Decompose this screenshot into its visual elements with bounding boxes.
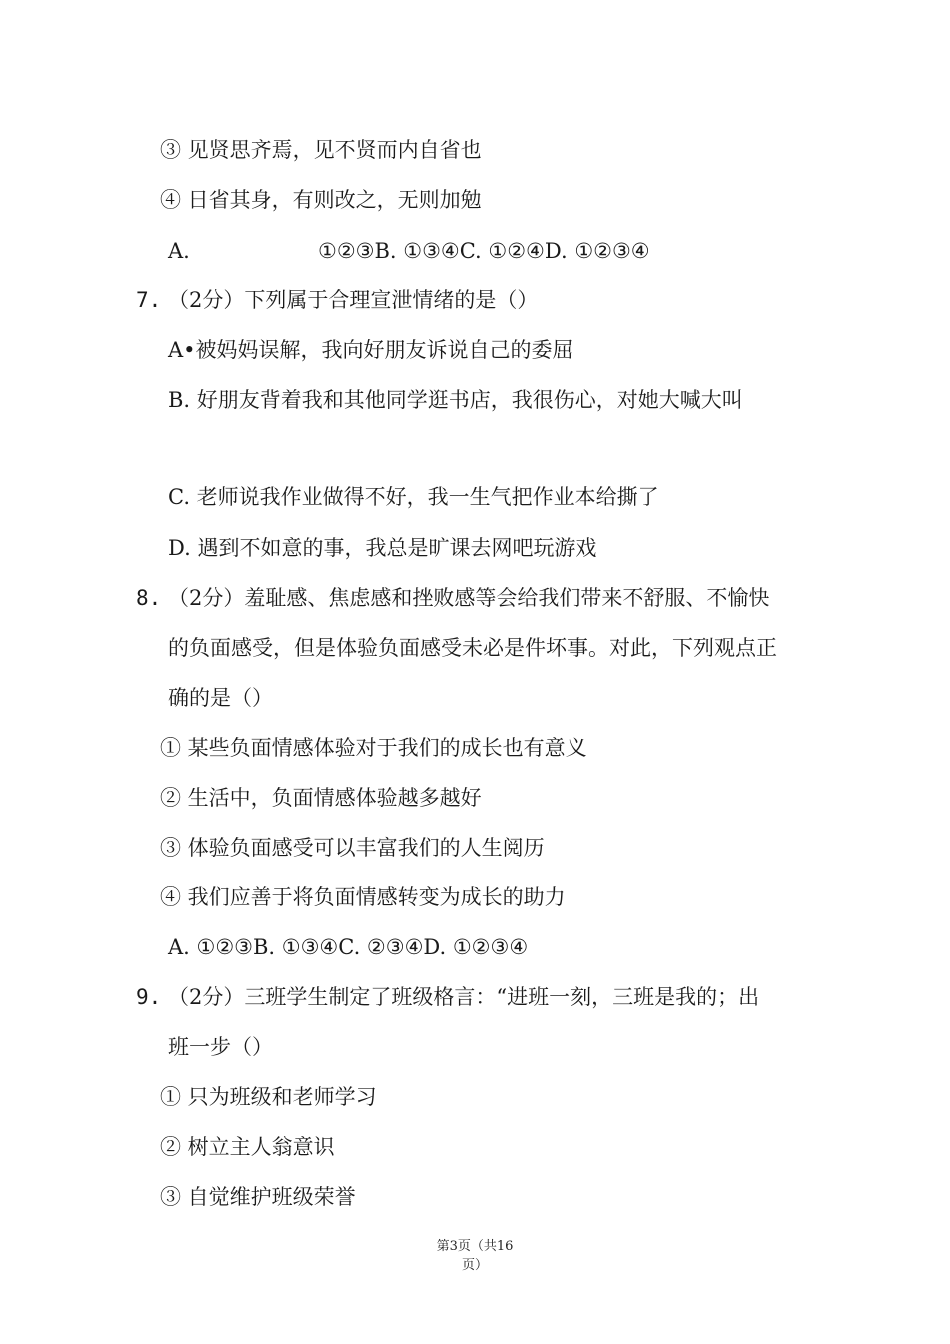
q8-stem-line-1 [136, 583, 769, 613]
q9-item-1: ① 只为班级和老师学习 [160, 1085, 377, 1109]
q7-option-a: A•被妈妈误解，我向好朋友诉说自己的委屈 [168, 338, 574, 362]
q8-item-2: ② 生活中，负面情感体验越多越好 [160, 786, 482, 810]
q9-number: 9. [136, 985, 162, 1009]
q7-number: 7. [136, 288, 162, 312]
q7-option-d: D. 遇到不如意的事，我总是旷课去网吧玩游戏 [168, 536, 597, 560]
q8-stem-text-1: （2分）羞耻感、焦虑感和挫败感等会给我们带来不舒服、不愉快 [167, 586, 770, 610]
q6-option-a-label: A. [168, 239, 190, 263]
q7-option-b: B. 好朋友背着我和其他同学逛书店，我很伤心，对她大喊大叫 [168, 388, 743, 412]
q8-stem-line-3: 确的是（） [168, 686, 273, 710]
q7-stem [136, 285, 538, 315]
q9-stem-line-1 [136, 982, 759, 1012]
q6-options [168, 236, 650, 266]
q8-stem-line-2: 的负面感受，但是体验负面感受未必是件坏事。对此，下列观点正 [168, 636, 777, 660]
q9-stem-text-1: （2分）三班学生制定了班级格言：“进班一刻，三班是我的；出 [167, 985, 760, 1009]
q8-options: A. ①②③B. ①③④C. ②③④D. ①②③④ [168, 935, 529, 959]
q7-option-c: C. 老师说我作业做得不好，我一生气把作业本给撕了 [168, 485, 659, 509]
q7-stem-text: （2分）下列属于合理宣泄情绪的是（） [167, 288, 539, 312]
page-number-line-2: 页） [461, 1258, 488, 1273]
q6-item-3: ③ 见贤思齐焉，见不贤而内自省也 [160, 138, 482, 162]
page-number-line-1: 第3页（共16 [436, 1239, 514, 1254]
q8-number: 8. [136, 586, 162, 610]
q6-options-rest: ①②③B. ①③④C. ①②④D. ①②③④ [318, 239, 650, 263]
q9-stem-line-2: 班一步（） [168, 1035, 273, 1059]
q8-item-4: ④ 我们应善于将负面情感转变为成长的助力 [160, 885, 566, 909]
q8-item-1: ① 某些负面情感体验对于我们的成长也有意义 [160, 736, 587, 760]
q6-item-4: ④ 日省其身，有则改之，无则加勉 [160, 188, 482, 212]
q9-item-2: ② 树立主人翁意识 [160, 1135, 335, 1159]
q9-item-3: ③ 自觉维护班级荣誉 [160, 1185, 356, 1209]
q8-item-3: ③ 体验负面感受可以丰富我们的人生阅历 [160, 836, 545, 860]
